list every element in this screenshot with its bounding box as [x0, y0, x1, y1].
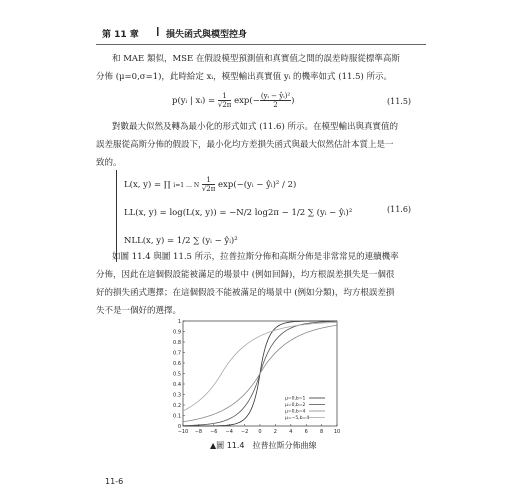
y-tick-label: 0.8 [173, 340, 181, 346]
y-tick-label: 0.5 [173, 371, 181, 378]
paragraph-line: 分佈 (μ=0,σ=1)，此時給定 xᵢ，模型輸出真實值 yᵢ 的機率如式 (11.5) 所示。 [96, 72, 393, 82]
equation-label-11-6: (11.6) [387, 205, 412, 214]
y-tick-label: 0.9 [173, 329, 181, 336]
equation-11-6-log-likelihood: LL(x, y) = log(L(x, y)) = −N/2 log2π − 1/2 ∑ (yᵢ − ŷᵢ)² [124, 208, 353, 218]
paragraph-line: 對數最大似然及轉為最小化的形式如式 (11.6) 所示。在模型輸出與真實值的 [112, 122, 398, 132]
equation-11-6-likelihood [124, 176, 296, 193]
x-tick-label: −10 [177, 429, 189, 435]
equation-11-5 [172, 92, 294, 109]
equation-11-6-nll: NLL(x, y) = 1/2 ∑ (yᵢ − ŷᵢ)² [124, 236, 238, 246]
x-tick-label: 2 [273, 429, 277, 435]
chapter-header [96, 25, 426, 41]
x-tick-label: 6 [304, 429, 308, 435]
eq6a-rhs: exp(−(yᵢ − ŷᵢ)² / 2) [218, 180, 297, 190]
legend-label: μ=0,b=1 [285, 396, 306, 402]
y-tick-label: 0 [177, 424, 181, 430]
paragraph-1 [96, 50, 426, 86]
x-tick-label: 0 [258, 429, 262, 435]
y-tick-label: 0.4 [173, 382, 181, 388]
x-tick-label: 8 [320, 429, 324, 435]
y-tick-label: 0.6 [173, 361, 181, 367]
paragraph-line: 誤差服從高斯分佈的假設下，最小化均方差損失函式與最大似然估計本質上是一 [96, 140, 394, 150]
eq5-exp: exp(− [234, 96, 260, 106]
paragraph-line: 好的損失函式選擇；在這個假設不能被滿足的場景中 (例如分類)，均方根誤差損 [96, 288, 395, 298]
paragraph-3 [96, 248, 426, 320]
eq5-close: ) [291, 96, 295, 106]
eq6a-coef-den: √2π [201, 185, 216, 193]
eq6a-coef [202, 176, 216, 193]
chapter-number: 第 11 章 [102, 30, 139, 40]
figure-caption: ▲圖 11.4 拉普拉斯分佈曲線 [210, 441, 317, 450]
y-tick-label: 1 [177, 319, 181, 325]
x-tick-label: 10 [333, 429, 341, 435]
legend-label: μ=0,b=2 [285, 403, 306, 408]
y-tick-label: 0.3 [173, 392, 181, 399]
series-line [183, 325, 337, 421]
page-number: 11-6 [105, 477, 124, 486]
chapter-title: 損失函式與模型控身 [166, 30, 248, 40]
legend-label: μ=−5,b=4 [285, 416, 310, 421]
paragraph-line: 致的。 [96, 158, 122, 168]
x-tick-label: −6 [210, 429, 218, 435]
x-tick-label: −8 [194, 429, 203, 435]
laplace-cdf-chart [165, 316, 345, 441]
header-separator: ❙ [154, 27, 162, 37]
eq5-exp-num: (yᵢ − ŷᵢ)² [260, 92, 291, 100]
equation-label-11-5: (11.5) [387, 97, 412, 106]
eq5-coef [218, 92, 232, 109]
eq5-exp-den: 2 [273, 101, 278, 109]
paragraph-line: 如圖 11.4 與圖 11.5 所示，拉普拉斯分佈和高斯分佈是非常常見的連續機率 [112, 252, 399, 262]
eq5-lhs: p(yᵢ | xᵢ) = [172, 96, 216, 106]
header-rule [96, 44, 426, 45]
y-tick-label: 0.7 [173, 350, 181, 357]
x-tick-label: 4 [289, 429, 293, 435]
y-tick-label: 0.1 [173, 413, 181, 420]
y-tick-label: 0.2 [173, 403, 181, 409]
paragraph-line: 失不是一個好的選擇。 [96, 306, 182, 316]
eq6a-coef-num: 1 [202, 176, 216, 185]
eq5-exp-frac [260, 92, 291, 109]
paragraph-2 [96, 118, 426, 172]
eq5-coef-den: √2π [217, 101, 232, 109]
legend-label: μ=0,b=4 [285, 409, 306, 415]
paragraph-line: 和 MAE 類似，MSE 在假設模型預測值和真實值之間的誤差時服從標準高斯 [112, 54, 400, 64]
eq6a-lhs: L(x, y) = ∏ [124, 180, 171, 190]
paragraph-line: 分佈，因此在這個假設能被滿足的場景中 (例如回歸)，均方根誤差損失是一個很 [96, 270, 395, 280]
x-tick-label: −2 [240, 429, 249, 435]
x-tick-label: −4 [225, 429, 233, 435]
eq6a-limits: i=1 … N [173, 182, 200, 189]
eq5-coef-num: 1 [218, 92, 232, 101]
